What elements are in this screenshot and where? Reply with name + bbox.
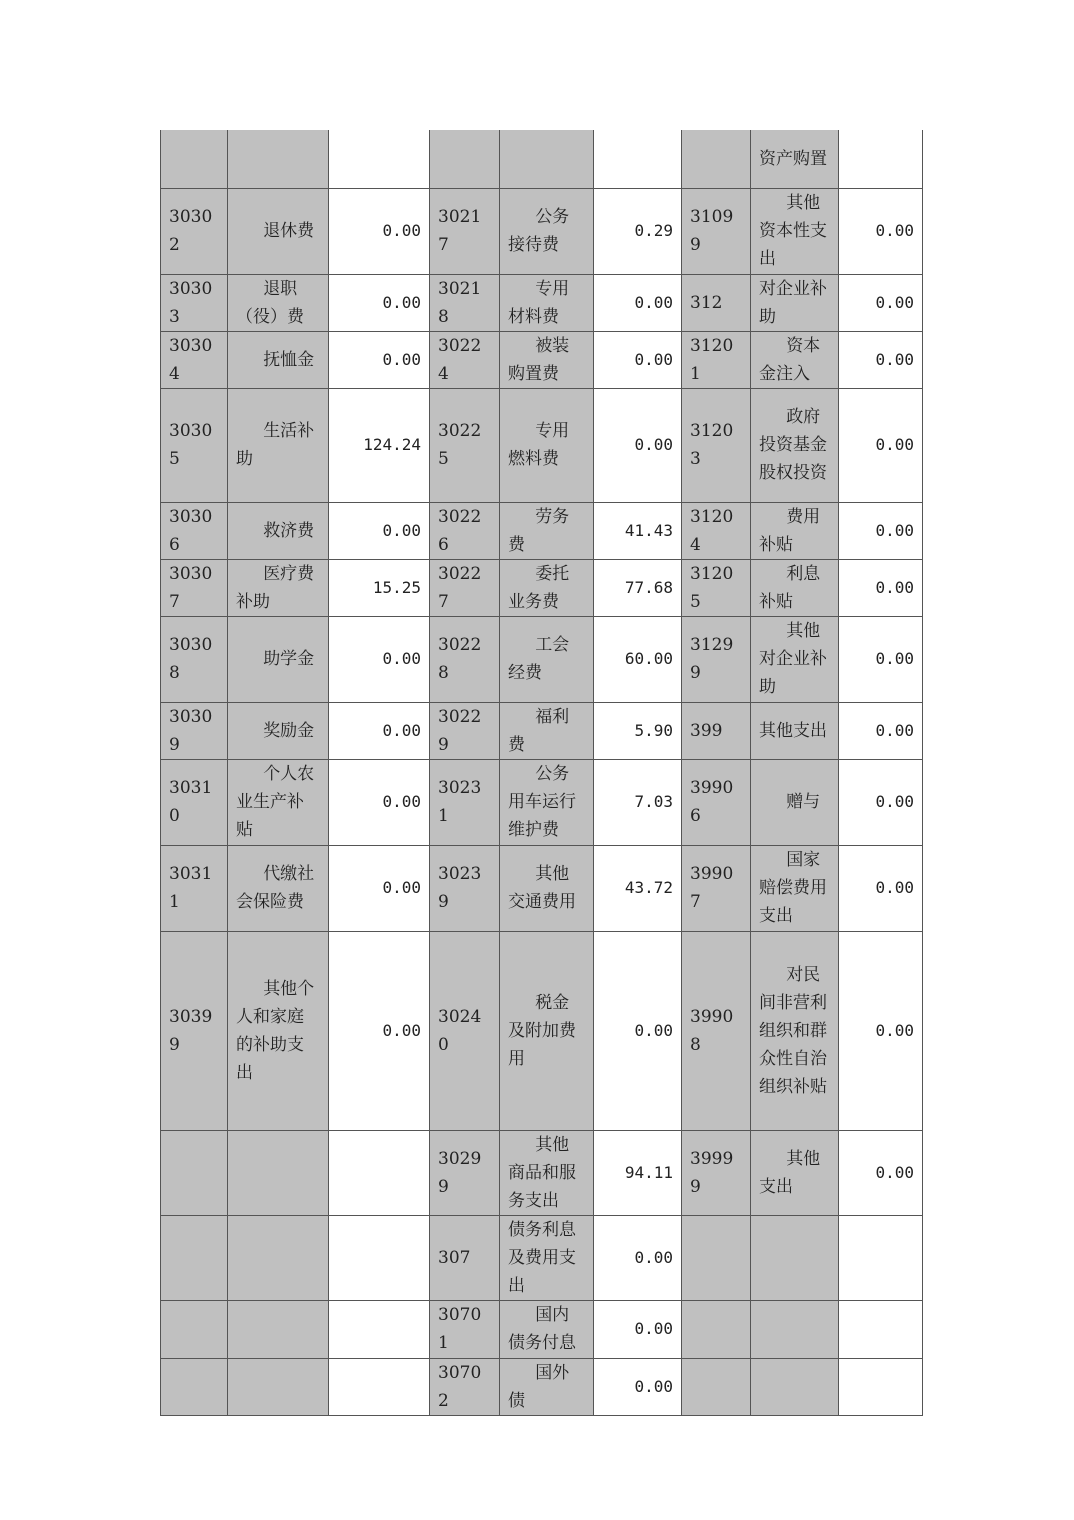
amount-cell: 0.00 [329, 931, 430, 1130]
code-cell: 30303 [161, 274, 228, 331]
amount-cell: 0.00 [329, 502, 430, 559]
amount-cell: 94.11 [594, 1130, 682, 1215]
item-name-cell: 医疗费补助 [228, 559, 329, 616]
item-name-cell: 国外债 [500, 1358, 594, 1415]
item-name-cell: 被装购置费 [500, 331, 594, 388]
item-name-cell [751, 1215, 839, 1300]
amount-cell: 0.00 [329, 331, 430, 388]
table-row [161, 759, 923, 845]
code-cell: 39907 [682, 845, 751, 931]
table-row [161, 702, 923, 759]
code-cell: 31204 [682, 502, 751, 559]
code-cell: 30240 [430, 931, 500, 1130]
code-cell: 39999 [682, 1130, 751, 1215]
amount-cell: 0.00 [839, 931, 923, 1130]
code-cell: 39908 [682, 931, 751, 1130]
amount-cell: 43.72 [594, 845, 682, 931]
item-name-cell [228, 1130, 329, 1215]
item-name-cell: 代缴社会保险费 [228, 845, 329, 931]
code-cell [161, 1300, 228, 1358]
item-name-cell [751, 1300, 839, 1358]
table-row [161, 931, 923, 1130]
item-name-cell: 国家赔偿费用支出 [751, 845, 839, 931]
item-name-cell: 生活补助 [228, 388, 329, 502]
code-cell: 30305 [161, 388, 228, 502]
budget-expenditure-table [160, 130, 923, 1416]
item-name-cell: 政府投资基金股权投资 [751, 388, 839, 502]
item-name-cell: 其他支出 [751, 1130, 839, 1215]
item-name-cell: 专用燃料费 [500, 388, 594, 502]
item-name-cell: 专用材料费 [500, 274, 594, 331]
amount-cell: 0.00 [594, 1215, 682, 1300]
amount-cell [329, 130, 430, 188]
item-name-cell: 退职（役）费 [228, 274, 329, 331]
item-name-cell: 救济费 [228, 502, 329, 559]
table-row [161, 616, 923, 702]
code-cell [682, 1300, 751, 1358]
item-name-cell: 其他交通费用 [500, 845, 594, 931]
table-row [161, 1130, 923, 1215]
table-row [161, 1358, 923, 1415]
amount-cell: 0.00 [594, 274, 682, 331]
code-cell: 30302 [161, 188, 228, 274]
amount-cell: 60.00 [594, 616, 682, 702]
amount-cell [329, 1215, 430, 1300]
table-row [161, 502, 923, 559]
amount-cell: 0.00 [329, 274, 430, 331]
item-name-cell: 国内债务付息 [500, 1300, 594, 1358]
item-name-cell: 公务接待费 [500, 188, 594, 274]
amount-cell: 0.00 [329, 616, 430, 702]
code-cell: 31099 [682, 188, 751, 274]
item-name-cell [751, 1358, 839, 1415]
amount-cell: 15.25 [329, 559, 430, 616]
code-cell: 30309 [161, 702, 228, 759]
item-name-cell: 其他支出 [751, 702, 839, 759]
code-cell: 30308 [161, 616, 228, 702]
code-cell: 30229 [430, 702, 500, 759]
table-row [161, 388, 923, 502]
amount-cell: 5.90 [594, 702, 682, 759]
code-cell: 31299 [682, 616, 751, 702]
code-cell: 312 [682, 274, 751, 331]
code-cell [682, 130, 751, 188]
item-name-cell [500, 130, 594, 188]
code-cell: 30304 [161, 331, 228, 388]
code-cell [430, 130, 500, 188]
item-name-cell: 奖励金 [228, 702, 329, 759]
amount-cell: 0.00 [839, 559, 923, 616]
amount-cell: 41.43 [594, 502, 682, 559]
code-cell: 31203 [682, 388, 751, 502]
code-cell: 30299 [430, 1130, 500, 1215]
table-row [161, 559, 923, 616]
item-name-cell: 个人农业生产补贴 [228, 759, 329, 845]
code-cell: 30311 [161, 845, 228, 931]
code-cell: 399 [682, 702, 751, 759]
code-cell: 30239 [430, 845, 500, 931]
code-cell: 30307 [161, 559, 228, 616]
item-name-cell: 助学金 [228, 616, 329, 702]
code-cell [682, 1358, 751, 1415]
amount-cell [839, 1215, 923, 1300]
amount-cell [329, 1130, 430, 1215]
item-name-cell: 债务利息及费用支出 [500, 1215, 594, 1300]
item-name-cell [228, 130, 329, 188]
amount-cell: 0.00 [329, 702, 430, 759]
item-name-cell: 其他商品和服务支出 [500, 1130, 594, 1215]
item-name-cell: 税金及附加费用 [500, 931, 594, 1130]
amount-cell: 0.00 [839, 274, 923, 331]
item-name-cell: 其他资本性支出 [751, 188, 839, 274]
amount-cell: 77.68 [594, 559, 682, 616]
amount-cell: 0.00 [839, 702, 923, 759]
amount-cell: 0.00 [839, 188, 923, 274]
amount-cell [839, 1300, 923, 1358]
amount-cell: 0.00 [594, 1300, 682, 1358]
amount-cell: 0.00 [329, 845, 430, 931]
item-name-cell: 工会经费 [500, 616, 594, 702]
amount-cell [839, 130, 923, 188]
code-cell: 30399 [161, 931, 228, 1130]
table-row [161, 1300, 923, 1358]
code-cell: 39906 [682, 759, 751, 845]
code-cell [161, 130, 228, 188]
amount-cell: 0.00 [594, 931, 682, 1130]
code-cell: 30217 [430, 188, 500, 274]
item-name-cell: 对民间非营利组织和群众性自治组织补贴 [751, 931, 839, 1130]
table-row [161, 331, 923, 388]
item-name-cell: 福利费 [500, 702, 594, 759]
item-name-cell [228, 1358, 329, 1415]
item-name-cell: 对企业补助 [751, 274, 839, 331]
amount-cell: 124.24 [329, 388, 430, 502]
table-row [161, 1215, 923, 1300]
item-name-cell [228, 1215, 329, 1300]
amount-cell: 0.00 [839, 845, 923, 931]
amount-cell: 0.00 [839, 616, 923, 702]
code-cell: 30228 [430, 616, 500, 702]
code-cell: 30224 [430, 331, 500, 388]
code-cell: 30225 [430, 388, 500, 502]
code-cell [161, 1130, 228, 1215]
item-name-cell: 劳务费 [500, 502, 594, 559]
amount-cell: 0.00 [594, 388, 682, 502]
amount-cell: 7.03 [594, 759, 682, 845]
table-row [161, 274, 923, 331]
code-cell: 30702 [430, 1358, 500, 1415]
code-cell: 31205 [682, 559, 751, 616]
table-row [161, 130, 923, 188]
item-name-cell: 资产购置 [751, 130, 839, 188]
item-name-cell: 利息补贴 [751, 559, 839, 616]
amount-cell: 0.00 [839, 1130, 923, 1215]
code-cell [682, 1215, 751, 1300]
item-name-cell: 其他对企业补助 [751, 616, 839, 702]
item-name-cell: 委托业务费 [500, 559, 594, 616]
code-cell: 30701 [430, 1300, 500, 1358]
item-name-cell: 抚恤金 [228, 331, 329, 388]
amount-cell: 0.00 [329, 759, 430, 845]
code-cell: 30226 [430, 502, 500, 559]
item-name-cell [228, 1300, 329, 1358]
amount-cell [594, 130, 682, 188]
item-name-cell: 公务用车运行维护费 [500, 759, 594, 845]
amount-cell: 0.00 [839, 388, 923, 502]
code-cell: 30227 [430, 559, 500, 616]
amount-cell: 0.00 [594, 1358, 682, 1415]
amount-cell [839, 1358, 923, 1415]
amount-cell: 0.29 [594, 188, 682, 274]
item-name-cell: 资本金注入 [751, 331, 839, 388]
code-cell [161, 1215, 228, 1300]
amount-cell [329, 1300, 430, 1358]
item-name-cell: 退休费 [228, 188, 329, 274]
item-name-cell: 费用补贴 [751, 502, 839, 559]
code-cell: 30306 [161, 502, 228, 559]
amount-cell: 0.00 [594, 331, 682, 388]
amount-cell: 0.00 [839, 502, 923, 559]
code-cell: 30310 [161, 759, 228, 845]
amount-cell [329, 1358, 430, 1415]
item-name-cell: 赠与 [751, 759, 839, 845]
table-row [161, 188, 923, 274]
amount-cell: 0.00 [329, 188, 430, 274]
code-cell: 307 [430, 1215, 500, 1300]
table-row [161, 845, 923, 931]
code-cell [161, 1358, 228, 1415]
amount-cell: 0.00 [839, 331, 923, 388]
code-cell: 31201 [682, 331, 751, 388]
code-cell: 30231 [430, 759, 500, 845]
amount-cell: 0.00 [839, 759, 923, 845]
code-cell: 30218 [430, 274, 500, 331]
item-name-cell: 其他个人和家庭的补助支出 [228, 931, 329, 1130]
